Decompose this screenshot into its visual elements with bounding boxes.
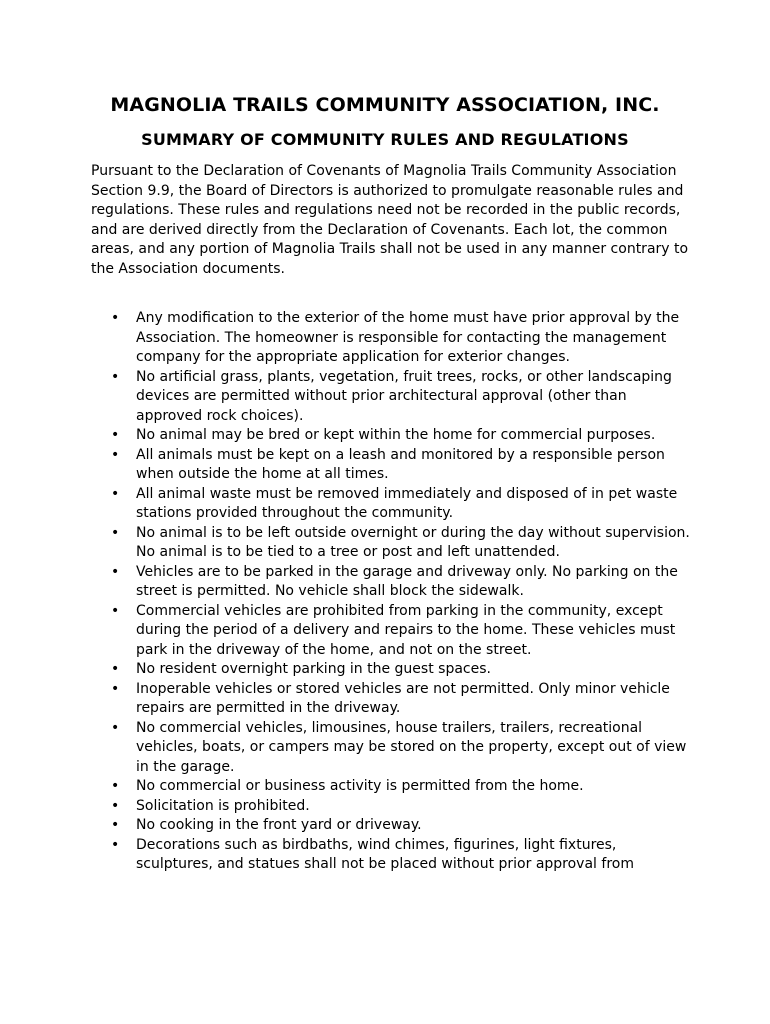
rule-text: No artificial grass, plants, vegetation, fruit trees, rocks, or other landscaping devices are permitted without prior architectural approval (other than approved rock choices). (136, 368, 672, 424)
rule-item (91, 680, 691, 719)
bullet-icon: • (111, 485, 120, 502)
rule-item (91, 426, 691, 446)
rule-item (91, 524, 691, 563)
rule-item (91, 816, 691, 836)
bullet-icon: • (111, 427, 120, 443)
rules-list (91, 309, 691, 875)
rule-text: All animals must be kept on a leash and monitored by a responsible person when outside the home at all times. (136, 446, 665, 482)
rule-item (91, 485, 691, 524)
rule-text: Any modification to the exterior of the home must have prior approval by the Association. The homeowner is responsible for contacting the management company for the appropriate application for exterior changes. (136, 310, 680, 365)
rule-text: No animal is to be left outside overnight or during the day without supervision. No animal is to be tied to a tree or post and left unattended. (136, 524, 690, 560)
bullet-icon: • (111, 563, 120, 580)
rule-text: Solicitation is prohibited. (136, 797, 310, 814)
rule-text: No resident overnight parking in the guest spaces. (136, 661, 491, 677)
bullet-icon: • (111, 368, 120, 385)
rule-text: No animal may be bred or kept within the home for commercial purposes. (136, 427, 656, 443)
rule-item (91, 836, 691, 875)
bullet-icon: • (111, 661, 120, 677)
rule-item (91, 309, 691, 368)
rule-text: No cooking in the front yard or driveway. (136, 817, 422, 833)
rule-text: Commercial vehicles are prohibited from parking in the community, except during the period of a delivery and repairs to the home. These vehicles must park in the driveway of the home, and not on the street. (136, 602, 676, 658)
rule-text: All animal waste must be removed immediately and disposed of in pet waste stations provided throughout the community. (136, 485, 678, 521)
rule-text: No commercial or business activity is permitted from the home. (136, 778, 584, 794)
document-subtitle: SUMMARY OF COMMUNITY RULES AND REGULATIONS (141, 130, 629, 149)
bullet-icon: • (111, 310, 120, 326)
rule-item (91, 777, 691, 797)
rule-text: Vehicles are to be parked in the garage and driveway only. No parking on the street is permitted. No vehicle shall block the sidewalk. (136, 563, 678, 599)
rule-text: No commercial vehicles, limousines, house trailers, trailers, recreational vehicles, boats, or campers may be stored on the property, except out of view in the garage. (136, 719, 687, 775)
bullet-icon: • (111, 602, 120, 619)
bullet-icon: • (111, 680, 120, 697)
rule-item (91, 602, 691, 661)
bullet-icon: • (111, 817, 120, 833)
bullet-icon: • (111, 797, 120, 814)
document-title: MAGNOLIA TRAILS COMMUNITY ASSOCIATION, INC. (110, 94, 660, 116)
rule-text: Inoperable vehicles or stored vehicles are not permitted. Only minor vehicle repairs are permitted in the driveway. (136, 680, 670, 716)
intro-paragraph: Pursuant to the Declaration of Covenants of Magnolia Trails Community Association Section 9.9, the Board of Directors is authorized to promulgate reasonable rules and regulations. These rules and regulations need not be recorded in the public records, and are derived directly from the Declaration of Covenants. Each lot, the common areas, and any portion of Magnolia Trails shall not be used in any manner contrary to the Association documents. (91, 163, 689, 277)
rule-item (91, 797, 691, 817)
bullet-icon: • (111, 446, 120, 463)
bullet-icon: • (111, 778, 120, 794)
rule-item (91, 719, 691, 778)
bullet-icon: • (111, 719, 120, 736)
rule-item (91, 660, 691, 680)
rule-item (91, 446, 691, 485)
bullet-icon: • (111, 836, 120, 853)
rule-item (91, 563, 691, 602)
bullet-icon: • (111, 524, 120, 541)
rule-item (91, 368, 691, 427)
rule-text: Decorations such as birdbaths, wind chimes, figurines, light fixtures, sculptures, and statues shall not be placed without prior approval from (136, 836, 634, 872)
